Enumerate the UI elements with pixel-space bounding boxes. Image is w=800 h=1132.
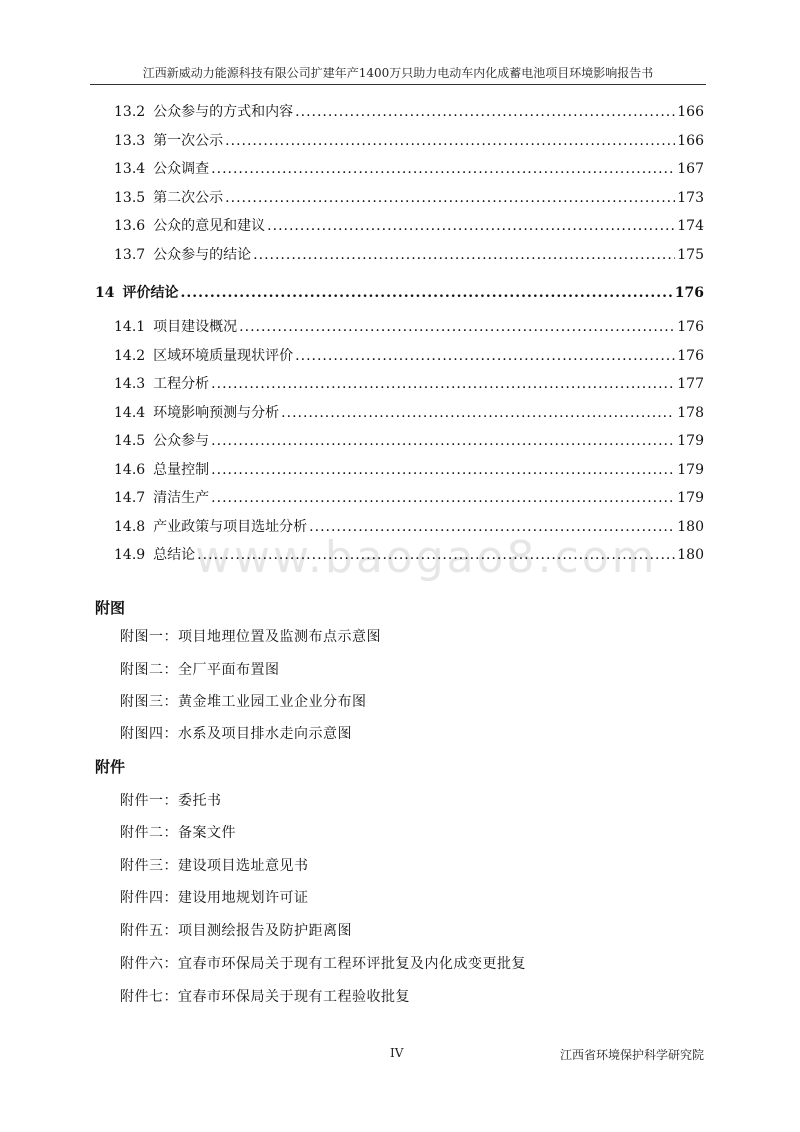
toc-title: 公众参与的结论: [153, 247, 252, 263]
toc-title: 总结论: [153, 547, 196, 563]
toc-number: 14.8: [114, 519, 146, 535]
toc-entry[interactable]: [114, 187, 704, 207]
toc-title: 第一次公示: [153, 133, 224, 149]
toc-entry[interactable]: [114, 430, 704, 450]
toc-page: 166: [677, 104, 704, 120]
toc-number: 13.2: [114, 104, 146, 120]
toc-leader: [211, 376, 675, 392]
toc-title: 清洁生产: [153, 490, 210, 506]
toc-title: 环境影响预测与分析: [153, 405, 280, 421]
toc-page: 167: [677, 161, 704, 177]
toc-chapter-entry[interactable]: [95, 282, 704, 302]
page-number: IV: [390, 1046, 404, 1060]
toc-page: 179: [677, 490, 704, 506]
toc-title: 评价结论: [122, 285, 179, 301]
toc-page: 176: [677, 348, 704, 364]
figure-item: 附图二：全厂平面布置图: [120, 662, 280, 678]
attachment-item: 附件五：项目测绘报告及防护距离图: [120, 923, 352, 939]
toc-page: 178: [677, 405, 704, 421]
toc-title: 项目建设概况: [153, 319, 238, 335]
toc-page: 177: [677, 376, 704, 392]
toc-entry[interactable]: [114, 516, 704, 536]
toc-page: 180: [677, 519, 704, 535]
toc-entry[interactable]: [114, 215, 704, 235]
toc-entry[interactable]: [114, 487, 704, 507]
toc-title: 公众的意见和建议: [153, 218, 266, 234]
toc-leader: [309, 519, 675, 535]
footer-organization: 江西省环境保护科学研究院: [559, 1048, 704, 1062]
toc-number: 14.5: [114, 433, 146, 449]
toc-title: 工程分析: [153, 376, 210, 392]
toc-leader: [211, 462, 675, 478]
toc-title: 总量控制: [153, 462, 210, 478]
toc-title: 产业政策与项目选址分析: [153, 519, 308, 535]
toc-page: 180: [677, 547, 704, 563]
toc-entry[interactable]: [114, 373, 704, 393]
toc-leader: [295, 348, 675, 364]
toc-page: 176: [674, 285, 704, 301]
toc-page: 174: [677, 218, 704, 234]
running-header: 江西新威动力能源科技有限公司扩建年产1400万只助力电动车内化成蓄电池项目环境影响报告书: [90, 64, 706, 85]
toc-entry[interactable]: [114, 316, 704, 336]
toc-number: 13.4: [114, 161, 146, 177]
toc-leader: [295, 104, 675, 120]
toc-number: 14.4: [114, 405, 146, 421]
toc-number: 14.1: [114, 319, 146, 335]
figure-item: 附图四：水系及项目排水走向示意图: [120, 726, 352, 742]
toc-leader: [267, 218, 675, 234]
toc-leader: [211, 161, 675, 177]
attachment-item: 附件三：建设项目选址意见书: [120, 858, 309, 874]
toc-leader: [225, 190, 675, 206]
toc-number: 14.9: [114, 547, 146, 563]
toc-entry[interactable]: [114, 459, 704, 479]
toc-entry[interactable]: [114, 130, 704, 150]
toc-entry[interactable]: [114, 158, 704, 178]
toc-number: 13.6: [114, 218, 146, 234]
toc-title: 区域环境质量现状评价: [153, 348, 294, 364]
toc-page: 166: [677, 133, 704, 149]
toc-number: 13.3: [114, 133, 146, 149]
toc-leader: [197, 547, 675, 563]
toc-leader: [180, 285, 672, 301]
toc-title: 公众参与: [153, 433, 210, 449]
toc-leader: [211, 433, 675, 449]
attachment-item: 附件四：建设用地规划许可证: [120, 890, 309, 906]
toc-number: 13.7: [114, 247, 146, 263]
toc-entry[interactable]: [114, 244, 704, 264]
toc-page: 176: [677, 319, 704, 335]
toc-number: 14.2: [114, 348, 146, 364]
toc-page: 173: [677, 190, 704, 206]
toc-number: 14.7: [114, 490, 146, 506]
toc-number: 14.3: [114, 376, 146, 392]
toc-page: 179: [677, 462, 704, 478]
toc-title: 第二次公示: [153, 190, 224, 206]
toc-page: 175: [677, 247, 704, 263]
toc-number: 14: [95, 285, 115, 301]
toc-number: 13.5: [114, 190, 146, 206]
attachment-item: 附件一：委托书: [120, 793, 222, 809]
toc-leader: [281, 405, 675, 421]
attachment-item: 附件六：宜春市环保局关于现有工程环评批复及内化成变更批复: [120, 956, 526, 972]
attachment-item: 附件二：备案文件: [120, 825, 236, 841]
toc-entry[interactable]: [114, 402, 704, 422]
attachments-heading: 附件: [95, 758, 126, 776]
toc-leader: [239, 319, 675, 335]
toc-leader: [225, 133, 675, 149]
figures-heading: 附图: [95, 599, 126, 617]
toc-entry[interactable]: [114, 345, 704, 365]
toc-page: 179: [677, 433, 704, 449]
toc-title: 公众调查: [153, 161, 210, 177]
toc-leader: [211, 490, 675, 506]
toc-number: 14.6: [114, 462, 146, 478]
attachment-item: 附件七：宜春市环保局关于现有工程验收批复: [120, 989, 410, 1005]
toc-entry[interactable]: [114, 544, 704, 564]
figure-item: 附图一：项目地理位置及监测布点示意图: [120, 629, 381, 645]
figure-item: 附图三：黄金堆工业园工业企业分布图: [120, 694, 367, 710]
toc-entry[interactable]: [114, 101, 704, 121]
toc-title: 公众参与的方式和内容: [153, 104, 294, 120]
toc-leader: [253, 247, 675, 263]
watermark: www.baogao8.com: [195, 532, 658, 583]
